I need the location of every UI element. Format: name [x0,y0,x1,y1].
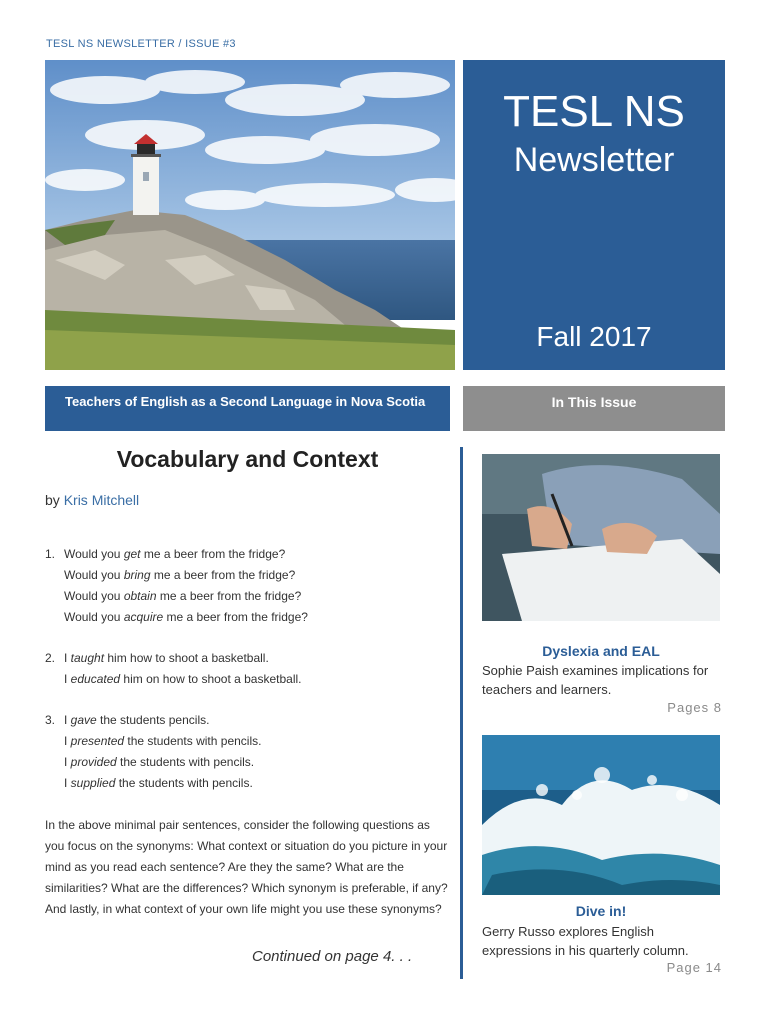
example-number: 2. [45,651,56,665]
organization-banner [45,386,450,431]
byline-prefix: by [45,492,64,508]
example-3 [45,710,261,794]
example-keyword: get [123,547,141,561]
example-text: Would you [64,610,124,624]
example-text: the students with pencils. [115,776,253,790]
example-number: 1. [45,547,56,561]
example-keyword: gave [70,713,97,727]
writing-photo [482,454,720,621]
example-text: I [64,651,71,665]
sidebar-item-title[interactable]: Dive in! [575,903,627,919]
example-keyword: bring [123,568,151,582]
example-keyword: educated [70,672,121,686]
column-divider [460,447,463,979]
lighthouse-photo [45,60,455,370]
example-keyword: presented [70,734,125,748]
issue-season: Fall 2017 [536,321,652,352]
sidebar-item-title[interactable]: Dyslexia and EAL [542,643,660,659]
example-keyword: taught [70,651,105,665]
in-this-issue-banner [463,386,725,431]
example-text: Would you [64,568,124,582]
sidebar-item-page: Page 14 [666,960,722,975]
sidebar-item-description: Sophie Paish examines implications for teachers and learners. [482,663,709,697]
continued-link[interactable]: Continued on page 4. . . [252,948,413,965]
example-text: Would you [64,589,124,603]
byline [45,492,139,508]
masthead [463,60,725,370]
example-keyword: obtain [123,589,157,603]
example-text: me a beer from the fridge? [156,589,302,603]
example-2 [45,648,302,690]
article-title: Vocabulary and Context [116,446,379,472]
example-text: me a beer from the fridge? [150,568,296,582]
example-keyword: provided [70,755,117,769]
article-paragraph: In the above minimal pair sentences, consider the following questions as you focus on the synonyms: What context or situation do you picture in your mind as you read each sentence? Are they the same? What are the similarities? What are the differences? Which synonym is preferable, if any? And lastly, in what context of your own life might you use these synonyms? [45,818,448,916]
example-text: me a beer from the fridge? [140,547,286,561]
wave-photo [482,735,720,895]
example-1 [45,544,308,628]
in-this-issue-label: In This Issue [551,394,637,410]
example-text: I [64,755,71,769]
organization-name: Teachers of English as a Second Language in Nova Scotia [65,394,426,409]
example-number: 3. [45,713,56,727]
example-text: I [64,713,71,727]
author-link[interactable]: Kris Mitchell [63,492,140,508]
example-text: him how to shoot a basketball. [104,651,269,665]
sidebar-item-page: Pages 8 [667,700,722,715]
example-text: I [64,734,71,748]
example-text: I [64,776,71,790]
example-text: I [64,672,71,686]
example-keyword: acquire [123,610,164,624]
running-head: TESL NS NEWSLETTER / ISSUE #3 [46,38,236,50]
example-text: him on how to shoot a basketball. [120,672,302,686]
masthead-title: TESL NS [503,87,685,136]
example-text: the students with pencils. [116,755,255,769]
example-text: the students with pencils. [124,734,262,748]
example-keyword: supplied [70,776,116,790]
example-text: me a beer from the fridge? [163,610,308,624]
masthead-subtitle: Newsletter [513,141,675,179]
example-text: the students pencils. [96,713,210,727]
sidebar-item-description: Gerry Russo explores English expressions in his quarterly column. [482,924,689,958]
example-text: Would you [64,547,124,561]
